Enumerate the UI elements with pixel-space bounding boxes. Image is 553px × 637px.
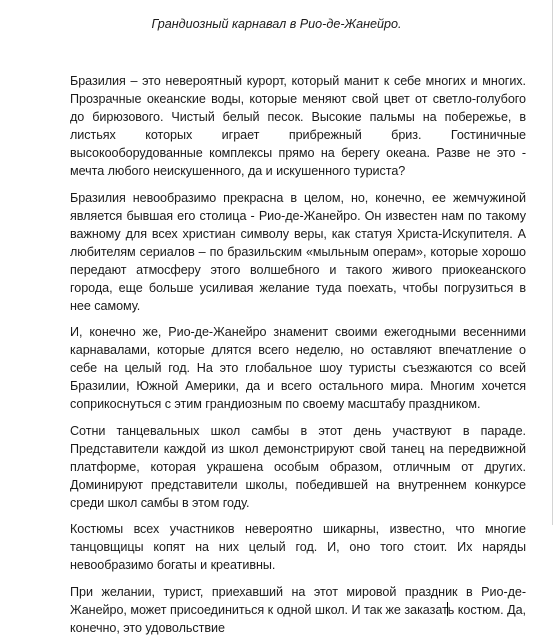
paragraph-6-text-after-caret: ь костюм. Да, конечно, это удовольствие — [70, 602, 527, 635]
paragraph-5: Костюмы всех участников невероятно шикарны, известно, что многие танцовщицы копят на них целый год. И, оно того стоит. Их наряды невообразимо богаты и креативны. — [70, 522, 526, 572]
paragraph-4: Сотни танцевальных школ самбы в этот день участвуют в параде. Представители каждой из школ демонстрируют свой танец на передвижной платформе, которая украшена особым образом, отличным от других. Доминируют представители школы, победившей на внутреннем конкурсе среди школ самбы в этом году. — [70, 423, 526, 510]
paragraph-2: Бразилия невообразимо прекрасна в целом, но, конечно, ее жемчужиной является бывшая его столица - Рио-де-Жанейро. Он известен нам по такому важному для всех христиан символу веры, как статуя Христа-Искупителя. А любителям сериалов – по бразильским «мыльным операм», которые хорошо передают атмосферу этого волшебного и такого живого приокеанского города, еще больше усиливая желание туда поехать, чтобы погрузиться в нее самому. — [70, 190, 526, 313]
document-body[interactable] — [70, 72, 526, 637]
document-title: Грандиозный карнавал в Рио-де-Жанейро. — [151, 17, 402, 31]
paragraph-6-text-before-caret: При желании, турист, приехавший на этот мировой праздник в Рио-де-Жанейро, может присоединиться к одной школ. И так же заказат — [70, 584, 526, 617]
paragraph-1: Бразилия – это невероятный курорт, который манит к себе многих и многих. Прозрачные океанские воды, которые меняют свой цвет от светло-голубого до бирюзового. Чистый белый песок. Высокие пальмы на побережье, в листьях которых играет прибрежный бриз. Гостиничные высокооборудованные комплексы прямо на берегу океана. Разве не это - мечта любого неискушенного, да и искушенного туриста? — [70, 74, 526, 178]
paragraph-6 — [70, 583, 526, 637]
paragraph-3: И, конечно же, Рио-де-Жанейро знаменит своими ежегодными весенними карнавалами, которые длятся всего неделю, но оставляют впечатление о себе на целый год. На это глобальное шоу туристы съезжаются со всей Бразилии, Южной Америки, да и всего остального мира. Многим хочется соприкоснуться с этим грандиозным по своему масштабу праздником. — [70, 325, 526, 411]
